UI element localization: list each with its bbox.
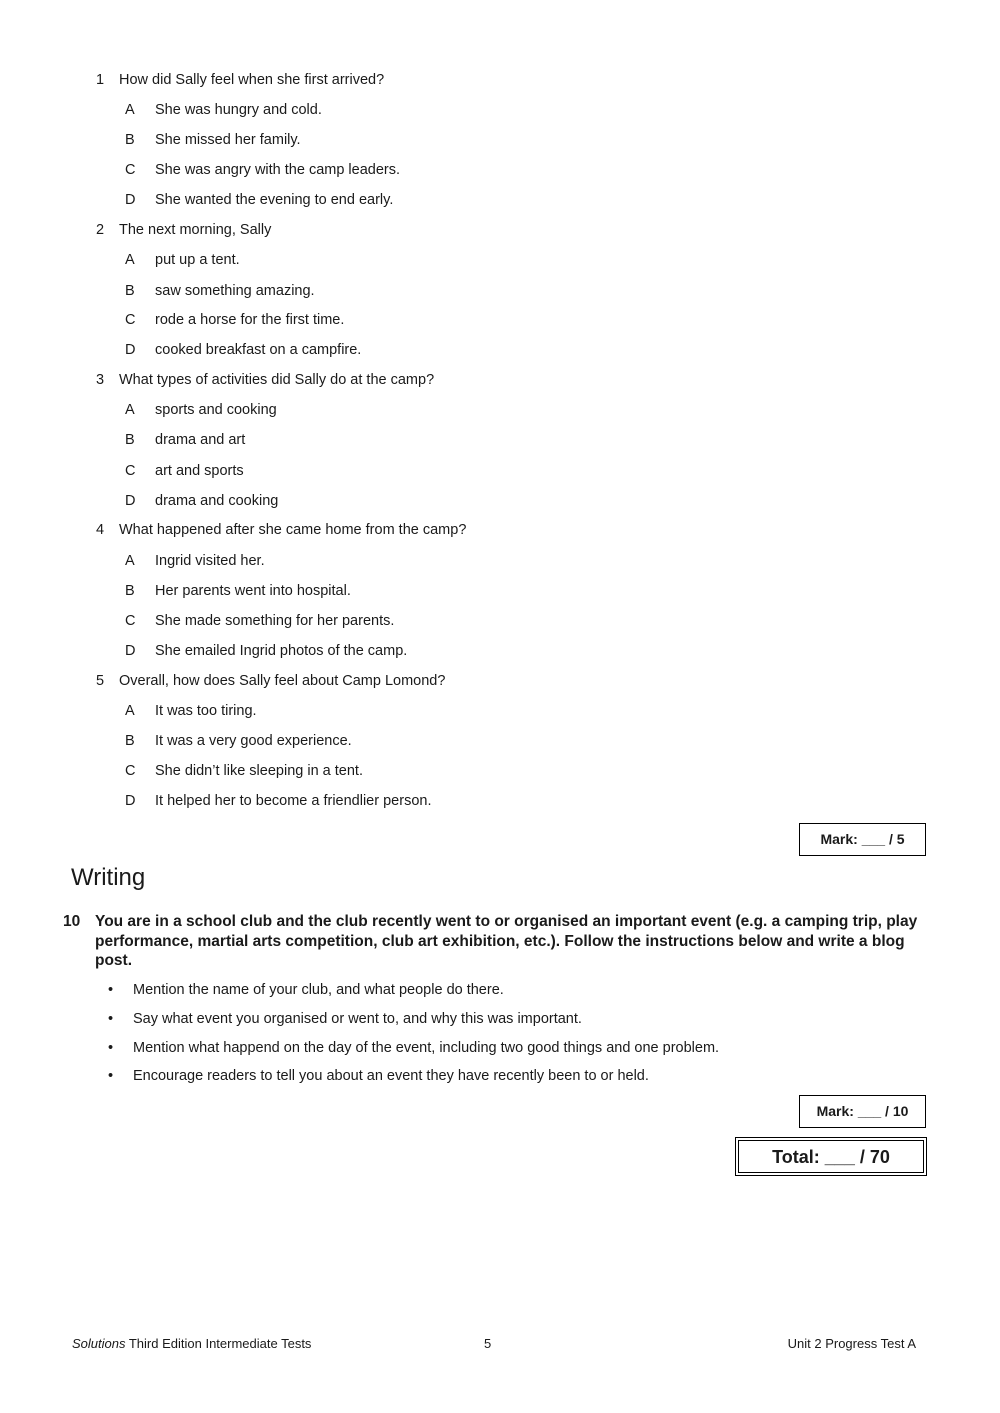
bullet-icon: • [108, 1068, 114, 1084]
task-number: 10 [63, 913, 81, 930]
option-5d: D It helped her to become a friendlier person. [125, 793, 432, 809]
option-4c: C She made something for her parents. [125, 613, 395, 629]
option-2d: D cooked breakfast on a campfire. [125, 342, 362, 358]
page-number: 5 [484, 1336, 492, 1351]
option-2c: C rode a horse for the first time. [125, 312, 345, 328]
option-3a: A sports and cooking [125, 402, 277, 418]
question-text: What happened after she came home from the camp? [119, 522, 467, 538]
option-2a: A put up a tent. [125, 252, 240, 268]
option-5b: B It was a very good experience. [125, 733, 352, 749]
question-4: 4 What happened after she came home from the camp? [96, 522, 467, 538]
option-1a: A She was hungry and cold. [125, 102, 322, 118]
option-1d: D She wanted the evening to end early. [125, 192, 394, 208]
question-text: What types of activities did Sally do at the camp? [119, 372, 435, 388]
question-text: The next morning, Sally [119, 222, 272, 238]
total-box [735, 1137, 927, 1176]
option-5a: A It was too tiring. [125, 703, 257, 719]
option-5c: C She didn’t like sleeping in a tent. [125, 763, 363, 779]
question-5: 5 Overall, how does Sally feel about Camp Lomond? [96, 673, 446, 689]
option-3c: C art and sports [125, 463, 244, 479]
question-text: How did Sally feel when she first arrived? [119, 72, 385, 88]
bullet-item: • Encourage readers to tell you about an event they have recently been to or held. [108, 1068, 649, 1084]
bullet-item: • Mention the name of your club, and what people do there. [108, 982, 504, 998]
total-label: Total: ___ / 70 [738, 1140, 924, 1173]
bullet-icon: • [108, 1040, 114, 1056]
footer-left: Solutions Third Edition Intermediate Tests [72, 1336, 312, 1351]
option-3b: B drama and art [125, 432, 246, 448]
mark-box-writing: Mark: ___ / 10 [799, 1095, 926, 1128]
bullet-icon: • [108, 982, 114, 998]
section-title-writing: Writing [71, 864, 146, 891]
option-1c: C She was angry with the camp leaders. [125, 162, 401, 178]
option-4b: B Her parents went into hospital. [125, 583, 351, 599]
option-4d: D She emailed Ingrid photos of the camp. [125, 643, 408, 659]
bullet-item: • Say what event you organised or went to, and why this was important. [108, 1011, 582, 1027]
footer-right: Unit 2 Progress Test A [787, 1336, 916, 1351]
bullet-icon: • [108, 1011, 114, 1027]
question-3: 3 What types of activities did Sally do at the camp? [96, 372, 435, 388]
footer-series: Solutions [72, 1336, 126, 1351]
writing-task [63, 912, 923, 971]
option-4a: A Ingrid visited her. [125, 553, 265, 569]
task-instructions: You are in a school club and the club recently went to or organised an important event (e.g. a camping trip, play performance, martial arts competition, club art exhibition, etc.). Follow the instructions below and write a blog post. [95, 913, 918, 969]
option-3d: D drama and cooking [125, 493, 279, 509]
question-text: Overall, how does Sally feel about Camp Lomond? [119, 673, 446, 689]
option-1b: B She missed her family. [125, 132, 301, 148]
bullet-item: • Mention what happend on the day of the event, including two good things and one problem. [108, 1040, 720, 1056]
question-1: 1 How did Sally feel when she first arrived? [96, 72, 385, 88]
mark-box-reading: Mark: ___ / 5 [799, 823, 926, 856]
question-2: 2 The next morning, Sally [96, 222, 272, 238]
option-2b: B saw something amazing. [125, 283, 315, 299]
